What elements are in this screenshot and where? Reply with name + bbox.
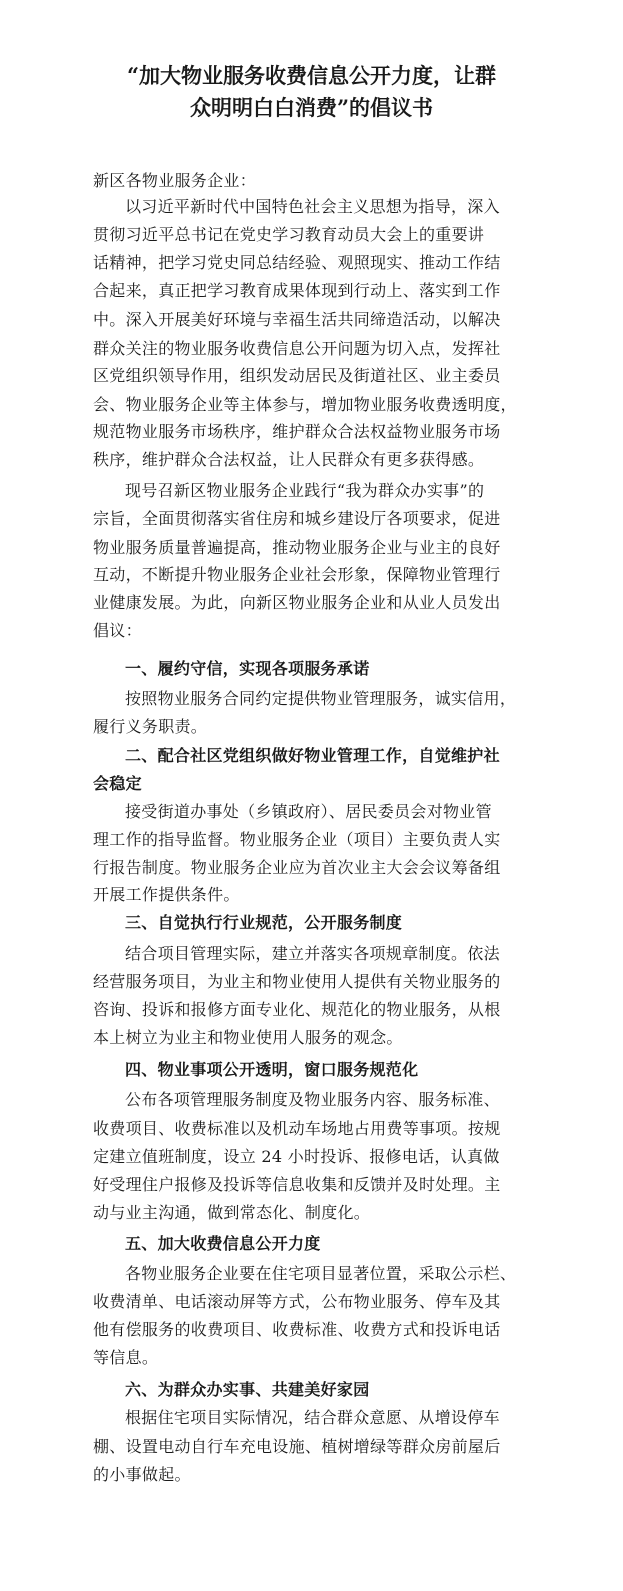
document-title: [40, 60, 583, 124]
paragraph-line: 收费清单、电话滚动屏等方式，公布物业服务、停车及其: [93, 1292, 501, 1311]
section-heading: 二、配合社区党组织做好物业管理工作，自觉维护社: [125, 746, 500, 765]
paragraph-line: 收费项目、收费标准以及机动车场地占用费等事项。按规: [93, 1119, 501, 1138]
paragraph-line: 根据住宅项目实际情况，结合群众意愿、从增设停车: [125, 1408, 500, 1427]
paragraph-line: 以习近平新时代中国特色社会主义思想为指导，深入: [125, 197, 500, 216]
paragraph-line: 区党组织领导作用，组织发动居民及街道社区、业主委员: [93, 366, 501, 385]
paragraph-line: 合起来，真正把学习教育成果体现到行动上、落实到工作: [93, 281, 501, 300]
paragraph-line: 结合项目管理实际，建立并落实各项规章制度。依法: [125, 944, 500, 963]
paragraph-line: 定建立值班制度，设立 24 小时投诉、报修电话，认真做: [93, 1147, 500, 1166]
paragraph-line: 会、物业服务企业等主体参与，增加物业服务收费透明度，: [93, 395, 517, 414]
section-heading: 一、履约守信，实现各项服务承诺: [125, 659, 370, 678]
paragraph-line: 物业服务质量普遍提高，推动物业服务企业与业主的良好: [93, 538, 501, 557]
title-line: 众明明白白消费”的倡议书: [189, 95, 434, 120]
paragraph-line: 他有偿服务的收费项目、收费标准、收费方式和投诉电话: [93, 1320, 501, 1339]
paragraph-line: 群众关注的物业服务收费信息公开问题为切入点，发挥社: [93, 339, 501, 358]
paragraph-line: 棚、设置电动自行车充电设施、植树增绿等群众房前屋后: [93, 1437, 501, 1456]
paragraph-line: 倡议：: [93, 621, 142, 640]
paragraph-line: 贯彻习近平总书记在党史学习教育动员大会上的重要讲: [93, 225, 485, 244]
paragraph-line: 动与业主沟通，做到常态化、制度化。: [93, 1203, 371, 1222]
paragraph-line: 中。深入开展美好环境与幸福生活共同缔造活动，以解决: [93, 310, 501, 329]
paragraph-line: 各物业服务企业要在住宅项目显著位置，采取公示栏、: [125, 1264, 517, 1283]
paragraph-line: 现号召新区物业服务企业践行“我为群众办实事”的: [125, 481, 485, 500]
section-heading: 会稳定: [93, 774, 142, 793]
paragraph-line: 好受理住户报修及投诉等信息收集和反馈并及时处理。主: [93, 1175, 501, 1194]
paragraph-line: 秩序，维护群众合法权益，让人民群众有更多获得感。: [93, 450, 485, 469]
paragraph-line: 本上树立为业主和物业使用人服务的观念。: [93, 1028, 403, 1047]
paragraph-line: 咨询、投诉和报修方面专业化、规范化的物业服务，从根: [93, 1000, 501, 1019]
paragraph-line: 等信息。: [93, 1348, 159, 1367]
paragraph-line: 的小事做起。: [93, 1465, 191, 1484]
paragraph-line: 接受街道办事处（乡镇政府）、居民委员会对物业管: [125, 802, 492, 821]
paragraph-line: 行报告制度。物业服务企业应为首次业主大会会议筹备组: [93, 858, 501, 877]
paragraph-line: 规范物业服务市场秩序，维护群众合法权益物业服务市场: [93, 422, 501, 441]
paragraph-line: 经营服务项目，为业主和物业使用人提供有关物业服务的: [93, 972, 501, 991]
paragraph-line: 业健康发展。为此，向新区物业服务企业和从业人员发出: [93, 593, 501, 612]
paragraph-line: 宗旨，全面贯彻落实省住房和城乡建设厅各项要求，促进: [93, 509, 501, 528]
paragraph-line: 新区各物业服务企业：: [93, 171, 257, 190]
paragraph-line: 互动，不断提升物业服务企业社会形象，保障物业管理行: [93, 565, 501, 584]
paragraph-line: 理工作的指导监督。物业服务企业（项目）主要负责人实: [93, 830, 501, 849]
paragraph-line: 按照物业服务合同约定提供物业管理服务，诚实信用，: [125, 689, 517, 708]
paragraph-line: 履行义务职责。: [93, 717, 208, 736]
section-heading: 五、加大收费信息公开力度: [125, 1234, 321, 1253]
title-line: “加大物业服务收费信息公开力度，让群: [126, 63, 497, 88]
section-heading: 六、为群众办实事、共建美好家园: [125, 1380, 370, 1399]
section-heading: 三、自觉执行行业规范，公开服务制度: [125, 913, 403, 932]
section-heading: 四、物业事项公开透明，窗口服务规范化: [125, 1060, 419, 1079]
paragraph-line: 话精神，把学习党史同总结经验、观照现实、推动工作结: [93, 253, 501, 272]
paragraph-line: 公布各项管理服务制度及物业服务内容、服务标准、: [125, 1090, 500, 1109]
paragraph-line: 开展工作提供条件。: [93, 885, 240, 904]
